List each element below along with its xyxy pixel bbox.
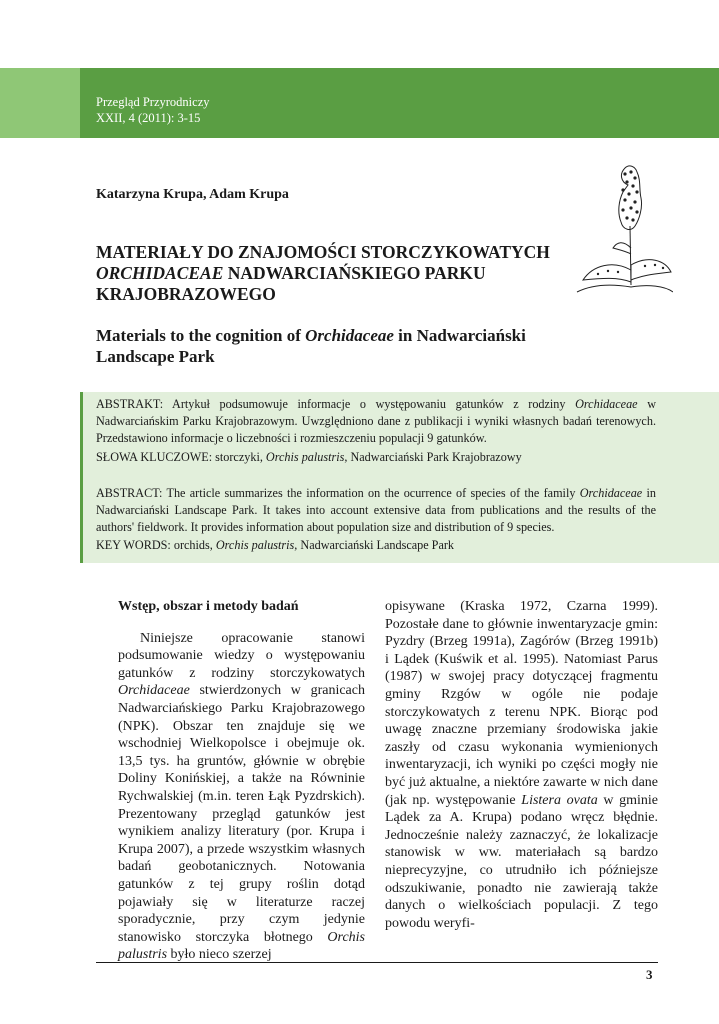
- authors: Katarzyna Krupa, Adam Krupa: [96, 187, 289, 202]
- body-text: Niniejsze opracowanie stanowi podsumowanie wiedzy o występowaniu gatunków z rodziny storczykowatych: [118, 630, 365, 681]
- keywords-en-pre: KEY WORDS: orchids,: [96, 538, 216, 552]
- title-pl-line1: MATERIAŁY DO ZNAJOMOŚCI STORCZYKOWATYCH: [96, 242, 550, 262]
- body-italic-term: Listera ovata: [521, 792, 598, 808]
- abstract-pl-italic: Orchidaceae: [575, 397, 638, 411]
- section-heading: Wstęp, obszar i metody badań: [118, 599, 299, 614]
- title-en-post: in Nadwarciański Landscape Park: [96, 326, 526, 366]
- header-accent-block: [0, 68, 80, 138]
- orchid-illustration-icon: [573, 160, 673, 305]
- article-title-polish: [96, 242, 576, 305]
- body-paragraph-continued: [385, 598, 658, 932]
- title-pl-rest: NADWARCIAŃSKIEGO PARKU KRAJOBRAZOWEGO: [96, 263, 486, 304]
- article-title-english: [96, 325, 596, 367]
- abstract-polish: [96, 396, 656, 447]
- keywords-en-post: , Nadwarciański Landscape Park: [294, 538, 455, 552]
- page-number: 3: [646, 967, 653, 982]
- journal-volume: XXII, 4 (2011): 3-15: [96, 111, 201, 125]
- body-text: opisywane (Kraska 1972, Czarna 1999). Pozostałe dane to głównie inwentaryzacje gmin: Pyzdry (Brzeg 1991a), Zagórów (Brzeg 1991b) i Lądek (Kuświk et al. 1995). Natomiast Parus (1987) w swojej pracy dotyczącej fragmentu gminy Rzgów w ogóle nie podaje storczykowatych z terenu NPK. Biorąc pod uwagę znaczne przemiany środowiska jakie zaszły od czasu wykonania wymienionych inwentaryzacji, ich wyniki po części mogły nie być już aktualne, a niektóre zawarte w nich dane (jak np. występowanie: [385, 599, 658, 808]
- title-pl-italic: ORCHIDACEAE: [96, 263, 224, 283]
- body-text: w gminie Lądek za A. Krupa) podano wręcz błędnie. Jednocześnie należy zaznaczyć, że lokalizacje stanowisk w ww. materiałach są bardzo nieprecyzyjne, co utrudniło ich późniejsze odszukiwanie, ponadto nie zawierają także danych o wielkościach populacji. Z tego powodu weryfi-: [385, 792, 659, 931]
- keywords-en-italic: Orchis palustris: [215, 538, 295, 552]
- abstract-pl-post: w Nadwarciańskim Parku Krajobrazowym. Uwzględniono dane z publikacji i wyniki własnych badań terenowych. Przedstawiono informacje o liczebności i rozmieszczeniu populacji 9 gatunków.: [96, 397, 656, 445]
- abstract-accent-bar: [80, 392, 83, 563]
- title-en-italic: Orchidaceae: [305, 326, 394, 345]
- body-text: stwierdzonych w granicach Nadwarciańskiego Parku Krajobrazowego (NPK). Obszar ten znajduje się we wschodniej Wielkopolsce i obejmuje ok. 13,5 tys. ha gruntów, głównie w obrębie Doliny Konińskiej, a także na Równinie Rychwalskiej (m.in. teren Łąk Pyzdrskich). Prezentowany przegląd gatunków jest wynikiem analizy literatury (por. Krupa i Krupa 2007), a przede wszystkim własnych badań geobotanicznych. Notowania gatunków z tej grupy roślin dotąd pojawiały się w literaturze raczej sporadycznie, przy czym jedynie stanowisko storczyka błotnego: [118, 683, 365, 945]
- journal-header-band: [0, 68, 719, 138]
- keywords-pl-italic: Orchis palustris: [265, 450, 345, 464]
- keywords-pl-pre: SŁOWA KLUCZOWE: storczyki,: [96, 450, 266, 464]
- body-column-left: [118, 598, 365, 964]
- body-text: było nieco szerzej: [167, 947, 272, 963]
- keywords-pl-post: , Nadwarciański Park Krajobrazowy: [344, 450, 522, 464]
- journal-name: Przegląd Przyrodniczy: [96, 95, 210, 109]
- abstract-en-italic: Orchidaceae: [579, 486, 643, 500]
- abstract-pl-pre: ABSTRAKT: Artykuł podsumowuje informacje o występowaniu gatunków z rodziny: [96, 397, 576, 411]
- abstract-english: [96, 485, 656, 536]
- footer-rule: [96, 962, 658, 963]
- abstract-polish-block: [96, 396, 656, 466]
- title-en-pre: Materials to the cognition of: [96, 326, 306, 345]
- keywords-english: [96, 537, 656, 554]
- abstract-en-post: in Nadwarciański Landscape Park. It takes into account extensive data from publications and the results of the authors' fieldwork. It provides information about population size and distribution of 9 species.: [96, 486, 656, 534]
- body-column-right: [385, 598, 658, 932]
- body-italic-term: Orchidaceae: [118, 683, 190, 699]
- body-paragraph-1: [118, 630, 365, 964]
- journal-info: [96, 94, 210, 126]
- keywords-polish: [96, 449, 656, 466]
- body-italic-term: Orchis palustris: [118, 929, 365, 963]
- abstract-english-block: [96, 485, 656, 554]
- abstract-en-pre: ABSTRACT: The article summarizes the information on the ocurrence of species of the family: [96, 486, 580, 500]
